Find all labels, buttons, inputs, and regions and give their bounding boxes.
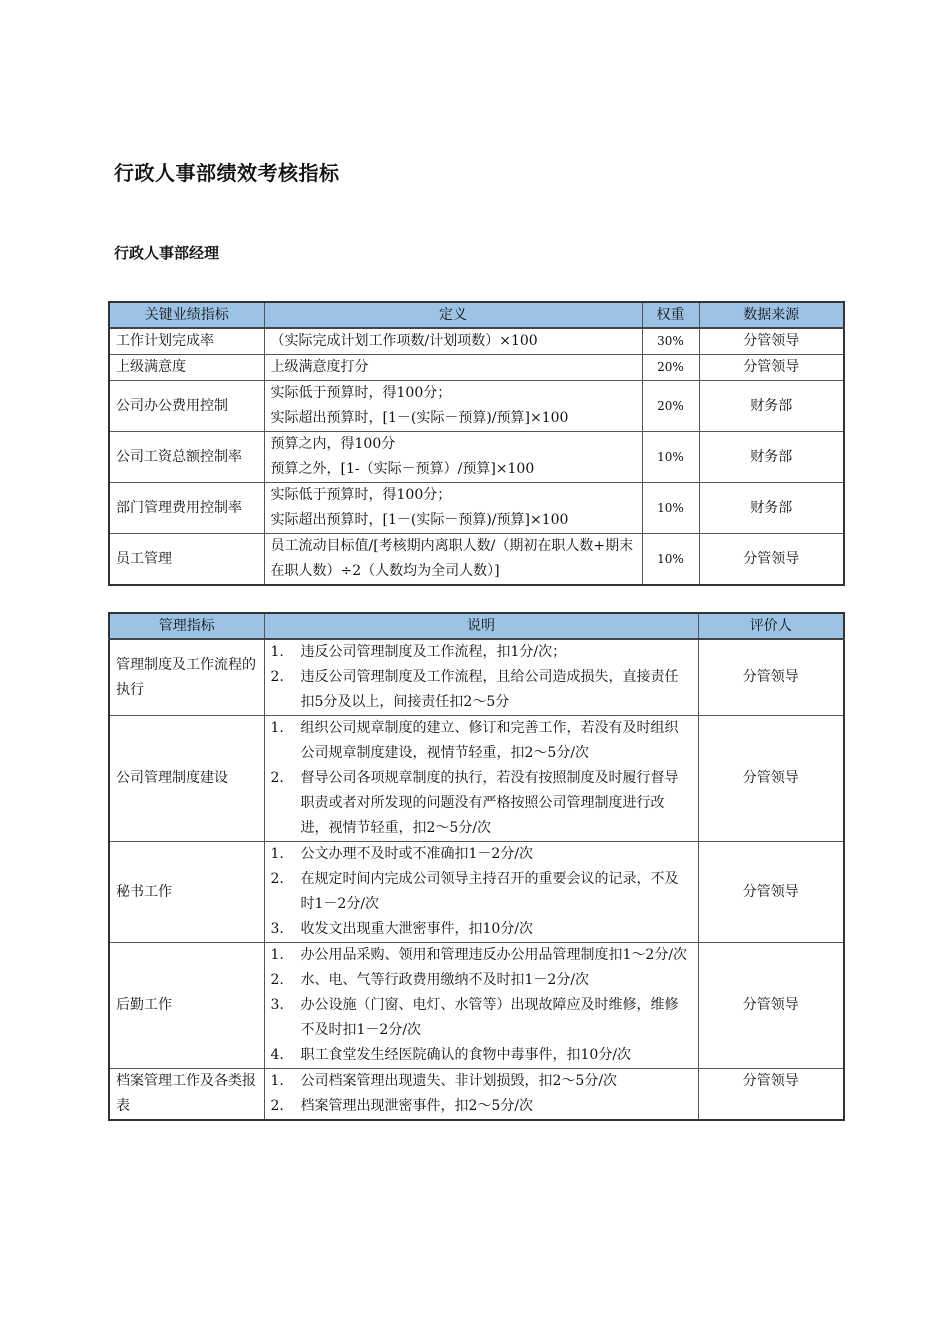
kpi-indicator: 员工管理 bbox=[109, 534, 264, 586]
list-number: 2. bbox=[270, 871, 284, 887]
kpi-header-source: 数据来源 bbox=[699, 302, 844, 328]
page-title: 行政人事部绩效考核指标 bbox=[114, 161, 340, 185]
kpi-definition-line: 预算之外，[1-（实际－预算）/预算]×100 bbox=[270, 461, 535, 477]
list-number: 1. bbox=[270, 644, 284, 660]
list-item bbox=[271, 943, 692, 968]
table-row bbox=[109, 639, 844, 716]
table-row bbox=[109, 432, 844, 483]
list-number: 2. bbox=[270, 1098, 284, 1114]
kpi-definition-line: 实际低于预算时，得100分； bbox=[270, 385, 452, 401]
table-row bbox=[109, 943, 844, 1069]
mgmt-indicator: 秘书工作 bbox=[109, 842, 264, 943]
list-item bbox=[271, 640, 692, 665]
mgmt-header-evaluator: 评价人 bbox=[698, 613, 844, 639]
kpi-definition-line: 实际超出预算时，[1－(实际－预算)/预算]×100 bbox=[270, 512, 569, 528]
list-item bbox=[271, 1043, 692, 1068]
list-text: 组织公司规章制度的建立、修订和完善工作，若没有及时组织公司规章制度建设，视情节轻重，扣2～5分/次 bbox=[300, 720, 679, 761]
table-row bbox=[109, 842, 844, 943]
mgmt-description bbox=[264, 716, 698, 842]
kpi-header-weight: 权重 bbox=[642, 302, 699, 328]
list-item bbox=[271, 842, 692, 867]
kpi-weight: 20% bbox=[642, 355, 699, 381]
kpi-weight: 10% bbox=[642, 534, 699, 586]
list-item bbox=[271, 716, 692, 766]
mgmt-description bbox=[264, 842, 698, 943]
table-row bbox=[109, 716, 844, 842]
kpi-source: 分管领导 bbox=[699, 355, 844, 381]
kpi-source: 财务部 bbox=[699, 432, 844, 483]
mgmt-header-indicator: 管理指标 bbox=[109, 613, 264, 639]
mgmt-evaluator: 分管领导 bbox=[698, 1069, 844, 1121]
kpi-indicator: 工作计划完成率 bbox=[109, 328, 264, 355]
list-number: 1. bbox=[270, 720, 284, 736]
list-number: 4. bbox=[270, 1047, 284, 1063]
kpi-definition-line: 预算之内，得100分 bbox=[270, 436, 396, 452]
list-number: 2. bbox=[270, 972, 284, 988]
list-text: 公文办理不及时或不准确扣1－2分/次 bbox=[300, 846, 534, 862]
table-row bbox=[109, 483, 844, 534]
list-number: 3. bbox=[270, 921, 284, 937]
kpi-header-row bbox=[109, 302, 844, 328]
list-text: 水、电、气等行政费用缴纳不及时扣1－2分/次 bbox=[300, 972, 590, 988]
kpi-weight: 20% bbox=[642, 381, 699, 432]
table-row bbox=[109, 328, 844, 355]
list-item bbox=[271, 1094, 692, 1119]
list-item bbox=[271, 968, 692, 993]
list-number: 1. bbox=[270, 947, 284, 963]
list-text: 办公设施（门窗、电灯、水管等）出现故障应及时维修，维修不及时扣1－2分/次 bbox=[300, 997, 679, 1038]
mgmt-header-row bbox=[109, 613, 844, 639]
list-item bbox=[271, 665, 692, 715]
list-item bbox=[271, 766, 692, 841]
section-title: 行政人事部经理 bbox=[114, 244, 220, 262]
mgmt-evaluator: 分管领导 bbox=[698, 716, 844, 842]
mgmt-description bbox=[264, 639, 698, 716]
mgmt-evaluator: 分管领导 bbox=[698, 943, 844, 1069]
list-number: 1. bbox=[270, 846, 284, 862]
kpi-weight: 10% bbox=[642, 432, 699, 483]
list-text: 公司档案管理出现遗失、非计划损毁，扣2～5分/次 bbox=[300, 1073, 618, 1089]
kpi-indicator: 公司办公费用控制 bbox=[109, 381, 264, 432]
kpi-source: 财务部 bbox=[699, 381, 844, 432]
kpi-source: 财务部 bbox=[699, 483, 844, 534]
list-text: 在规定时间内完成公司领导主持召开的重要会议的记录，不及时1－2分/次 bbox=[300, 871, 679, 912]
kpi-definition-line: 实际超出预算时，[1－(实际－预算)/预算]×100 bbox=[270, 410, 569, 426]
list-item bbox=[271, 917, 692, 942]
kpi-weight: 10% bbox=[642, 483, 699, 534]
mgmt-table bbox=[108, 612, 845, 1121]
kpi-source: 分管领导 bbox=[699, 534, 844, 586]
table-row bbox=[109, 534, 844, 586]
kpi-indicator: 公司工资总额控制率 bbox=[109, 432, 264, 483]
mgmt-indicator: 公司管理制度建设 bbox=[109, 716, 264, 842]
kpi-definition bbox=[264, 381, 642, 432]
list-number: 2. bbox=[270, 669, 284, 685]
kpi-source: 分管领导 bbox=[699, 328, 844, 355]
mgmt-evaluator: 分管领导 bbox=[698, 639, 844, 716]
table-row bbox=[109, 355, 844, 381]
mgmt-indicator: 管理制度及工作流程的执行 bbox=[109, 639, 264, 716]
list-text: 职工食堂发生经医院确认的食物中毒事件，扣10分/次 bbox=[300, 1047, 632, 1063]
table-row bbox=[109, 381, 844, 432]
table-row bbox=[109, 1069, 844, 1121]
mgmt-indicator: 后勤工作 bbox=[109, 943, 264, 1069]
kpi-indicator: 上级满意度 bbox=[109, 355, 264, 381]
list-text: 收发文出现重大泄密事件，扣10分/次 bbox=[300, 921, 534, 937]
kpi-indicator: 部门管理费用控制率 bbox=[109, 483, 264, 534]
list-text: 违反公司管理制度及工作流程，扣1分/次； bbox=[300, 644, 567, 660]
mgmt-header-description: 说明 bbox=[264, 613, 698, 639]
kpi-definition: （实际完成计划工作项数/计划项数）×100 bbox=[264, 328, 642, 355]
kpi-definition: 上级满意度打分 bbox=[264, 355, 642, 381]
kpi-header-indicator: 关键业绩指标 bbox=[109, 302, 264, 328]
list-number: 1. bbox=[270, 1073, 284, 1089]
list-text: 督导公司各项规章制度的执行，若没有按照制度及时履行督导职责或者对所发现的问题没有严格按照公司管理制度进行改进，视情节轻重，扣2～5分/次 bbox=[300, 770, 679, 836]
list-number: 2. bbox=[270, 770, 284, 786]
kpi-definition-line: 实际低于预算时，得100分； bbox=[270, 487, 452, 503]
list-item bbox=[271, 867, 692, 917]
kpi-definition: 员工流动目标值/[考核期内离职人数/（期初在职人数+期末在职人数）÷2（人数均为全司人数）] bbox=[264, 534, 642, 586]
kpi-table bbox=[108, 301, 845, 586]
mgmt-description bbox=[264, 943, 698, 1069]
list-number: 3. bbox=[270, 997, 284, 1013]
kpi-header-definition: 定义 bbox=[264, 302, 642, 328]
list-text: 违反公司管理制度及工作流程，且给公司造成损失，直接责任扣5分及以上，间接责任扣2～5分 bbox=[300, 669, 679, 710]
kpi-weight: 30% bbox=[642, 328, 699, 355]
mgmt-evaluator: 分管领导 bbox=[698, 842, 844, 943]
mgmt-description bbox=[264, 1069, 698, 1121]
list-text: 档案管理出现泄密事件，扣2～5分/次 bbox=[300, 1098, 534, 1114]
mgmt-indicator: 档案管理工作及各类报表 bbox=[109, 1069, 264, 1121]
list-text: 办公用品采购、领用和管理违反办公用品管理制度扣1～2分/次 bbox=[300, 947, 688, 963]
kpi-definition bbox=[264, 483, 642, 534]
kpi-definition bbox=[264, 432, 642, 483]
list-item bbox=[271, 993, 692, 1043]
list-item bbox=[271, 1069, 692, 1094]
